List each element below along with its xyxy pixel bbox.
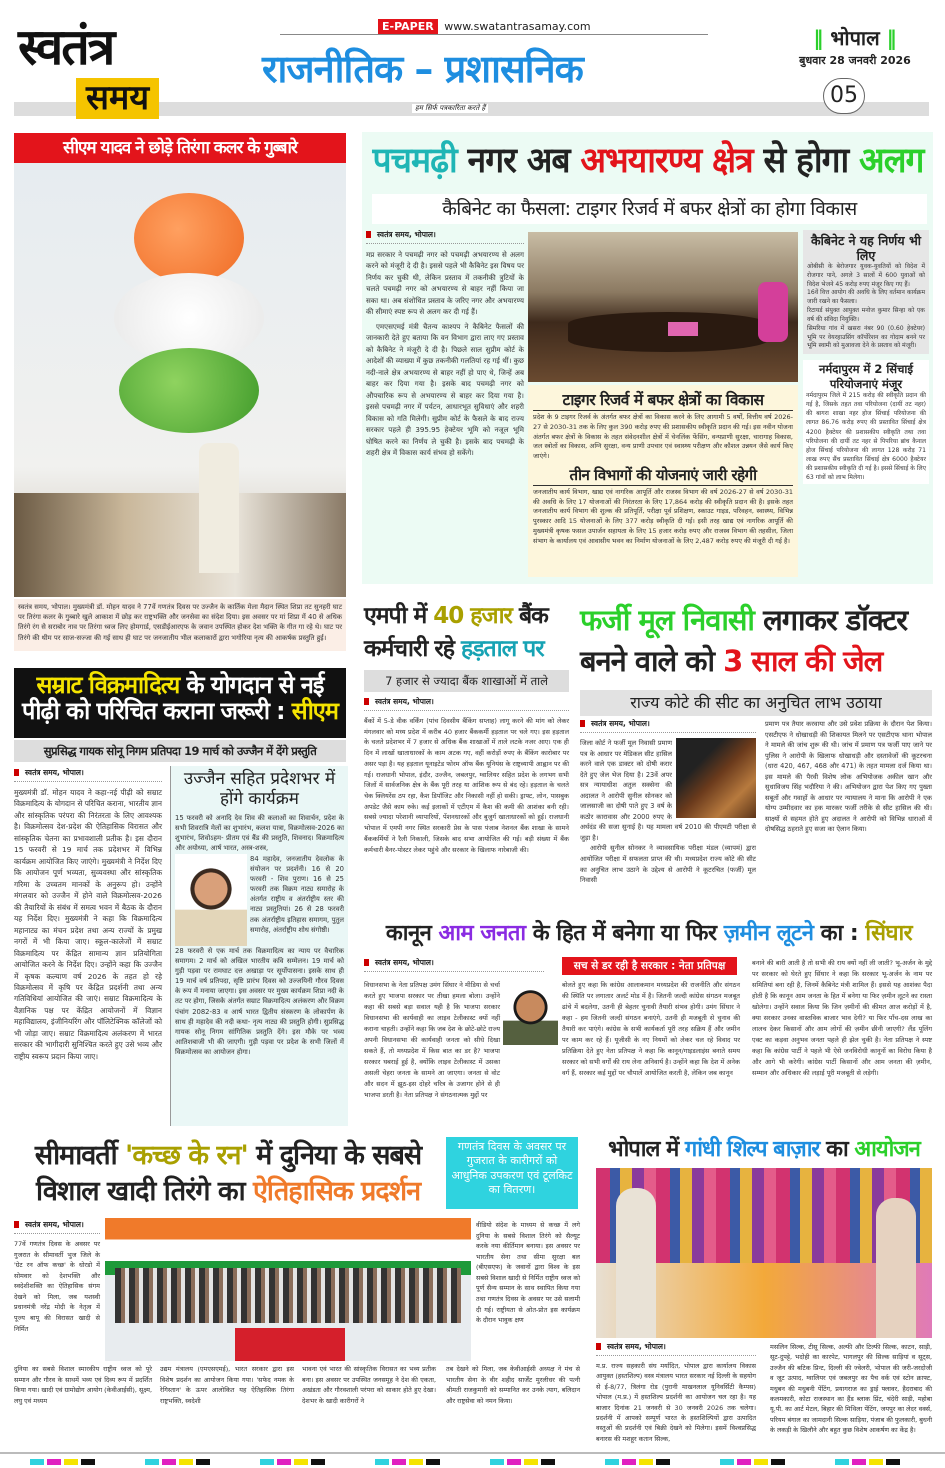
singhar-body-3: बनाने की बारी आती है तो सभी की राय क्यों नहीं ली जाती? भू-अर्जन के मुद्दे पर सरकार को घेरते हुए सिंघार ने कहा कि सरकार भू-अर्जन के नाम पर समितियां बना रही है, जिनमें कैबिनेट मंत्री शामिल हैं। इससे यह आशंका पैदा होती है कि कानून आम जनता के हित में बनेगा या फिर ज़मीन लूटने का रास्ता खोलेगा। उन्होंने सवाल किया कि जिन ज़मीनों की कीमत आज करोड़ों में है, क्या सरकार उनका वास्तविक बाजार भाव देगी? या फिर पाँच-दस लाख का लालच देकर किसानों और आम लोगों की ज़मीन छीनी जाएगी? लैंड पूलिंग एक्ट का कड़वा अनुभव जनता पहले ही झेल चुकी है। नेता प्रतिपक्ष ने स्पष्ट कहा कि कांग्रेस पार्टी ने पहले भी ऐसे जनविरोधी कानूनों का विरोध किया है और आगे भी करेगी। कांग्रेस पार्टी किसानों और आम जनता की ज़मीन, सम्मान और अधिकार की लड़ाई पूरी मजबूती से लड़ेगी। [752,959,932,1078]
gandhi-body-1: म.प्र. राज्य सहकारी संघ मर्यादित, भोपाल द्वारा कार्यालय विकास आयुक्त (हस्तशिल्प) वस्त्र मंत्रालय भारत सरकार नई दिल्ली के सहयोग से ई-8/77, त्रिलंगा रोड (पुरानी माखनलाल यूनिवर्सिटी कैम्पस) भोपाल (म.प्र.) में हस्तशिल्प प्रदर्शनी का आयोजन चल रहा है। यह बाजार दिनांक 21 जनवरी से 30 जनवरी 2026 तक चलेगा। प्रदर्शनी में आपको सम्पूर्ण भारत के हस्तशिल्पियों द्वारा उत्पादित वस्तुओं की प्रदर्शनी एवं बिक्री देखने को मिलेगा। इसमें विश्वप्रसिद्ध बनारस की मशहूर कतान सिल्क, [596,1362,756,1443]
section-title: राजनीतिक – प्रशासनिक [262,47,583,91]
dateline: ‖ भोपाल ‖ बुधवार 28 जनवरी 2026 [790,24,920,68]
pachmarhi-headline-text: पचमढ़ी नगर अब अभयारण्य क्षेत्र से होगा अलग [372,141,924,181]
narmada-title: नर्मदापुरम में 2 सिंचाई परियोजनाएं मंजूर [818,362,914,391]
singhar-photo [503,980,558,1045]
vikram-headline-text: सम्राट विक्रमादित्य के योगदान से नई पीढ़ी को परिचित कराना जरूरी : सीएम [22,671,338,726]
khadi-body-c2: उद्यम मंत्रालय (एमएसएमई), भारत सरकार द्वारा इस विशेष प्रदर्शन का आयोजन किया गया। 'सफेद नमक के रेगिस्तान' के ऊपर आलोकित यह ऐतिहासिक तिरंगा राष्ट्रभक्ति, स्वदेशी [160,1365,294,1405]
byline: स्वतंत्र समय, भोपाल। [14,768,162,782]
date: बुधवार 28 जनवरी 2026 [799,54,911,67]
registration-swatch [852,1459,866,1465]
doctor-body-2: आरोपी सुनील सोनकर ने व्यावसायिक परीक्षा मंडल (व्यापमं) द्वारा आयोजित परीक्षा में सफलता प्राप्त की थी। मध्यप्रदेश राज्य कोटे की सीट का अनुचित लाभ उठाने के उद्देश्य से आरोपी ने कूटरचित (फर्जी) मूल निवासी [580,844,756,885]
vikram-body: मुख्यमंत्री डॉ. मोहन यादव ने कहा-नई पीढ़ी को सम्राट विक्रमादित्य के योगदान से परिचित कराना, भारतीय ज्ञान और सांस्कृतिक परंपरा की निरंतरता के लिए आवश्यक है। विक्रमोत्सव देश-प्रदेश की ऐतिहासिक विरासत और सांस्कृतिक चेतना का प्रभावशाली प्रतीक है। इस दौरान 15 फरवरी से 19 मार्च तक प्रदेशभर में विभिन्न कार्यक्रम आयोजित किए जाएंगे। मुख्यमंत्री ने निर्देश दिए कि आयोजन पूर्ण भव्यता, सुव्यवस्था और सांस्कृतिक गरिमा के उच्चतम मानकों के अनुरूप हो। उन्होंने मंगलवार को उज्जैन में होने वाले विक्रमोत्सव-2026 की तैयारियों के संबंध में समत्व भवन में बैठक के दौरान यह निर्देश दिए। मुख्यमंत्री ने कहा कि विक्रमादित्य महानाट्य का मंचन प्रदेश तथा अन्य राज्यों के प्रमुख नगरों में भी किया जाए। स्कूल-कालेजों में सम्राट विक्रमादित्य पर केंद्रित सामान्य ज्ञान प्रतियोगिता आयोजित करने के निर्देश दिए। उन्होंने कहा कि उज्जैन में कृषक कल्याण वर्ष 2026 के तहत हो रहे विक्रमोत्सव में कृषि पर केंद्रित प्रदर्शनी तथा अन्य गतिविधियां आयोजित की जाएं। सम्राट विक्रमादित्य के वैज्ञानिक पक्ष पर केंद्रित आयोजनों में विज्ञान महाविद्यालय, इंजीनियरिंग और पॉलिटेक्निक कॉलेजों को भी जोड़ा जाए। सम्राट विक्रमादित्य अलंकरण में भारत सरकार की भागीदारी सुनिश्चित करते हुए उसे भव्य और राष्ट्रीय स्वरूप प्रदान किया जाए। [14,788,162,1061]
doctor-subhead: राज्य कोटे की सीट का अनुचित लाभ उठाया [580,690,932,716]
vikram-subhead: सुप्रसिद्ध गायक सोनू निगम प्रतिपदा 19 मार्च को उज्जैन में देंगे प्रस्तुति [14,740,346,762]
pachmarhi-right-column [803,230,929,484]
khadi-body-right: वीडियो संदेश के माध्यम से कच्छ में लगे दुनिया के सबसे विशाल तिरंगे को सैल्यूट करके नया कीर्तिमान बनाया। इस अवसर पर भारतीय सेना तथा सीमा सुरक्षा बल (बीएसएफ) के जवानों द्वारा विश्व के इस सबसे विशाल खादी से निर्मित राष्ट्रीय ध्वज को पूर्ण सैन्य सम्मान के साथ स्थापित किया गया तथा गणतंत्र दिवस के अवसर पर उसे सलामी दी गई। राष्ट्रीयता से ओत-प्रोत इस कार्यक्रम के दौरान भावुक क्षण [476,1221,580,1325]
registration-swatch [737,1459,751,1465]
sidebar-item: ओबीसी के बेरोजगार युवक-युवतियों को विदेश में रोजगार पाने, अगले 3 सालों में 600 युवाओं को विदेश भेजने 45 करोड़ रुपए मंजूर किए गए हैं। [807,263,925,288]
singhar-body-1: विधानसभा के नेता प्रतिपक्ष उमंग सिंघार ने मीडिया से चर्चा करते हुए भाजपा सरकार पर तीखा हमला बोला। उन्होंने कहा की सबसे बड़ा सवाल यही है कि भाजपा सरकार विधानसभा की कार्यवाही का लाइव टेलीकास्ट क्यों नहीं कराना चाहती। उन्होंने कहा कि जब देश के छोटे-छोटे राज्य अपनी विधानसभा की कार्यवाही जनता को सीधे दिखा सकते हैं, तो मध्यप्रदेश में किस बात का डर है? भाजपा सरकार घबराई हुई है, क्योंकि लाइव टेलीकास्ट में उसका असली चेहरा जनता के सामने आ जाएगा। जनता से वोट और सदन में झूठ-इस दोहरे चरित्र के उजागर होने से ही भाजपा डरती है। नेता प्रतिपक्ष ने संगठनात्मक मुद्दों पर [364,981,500,1100]
cabinet-sidebar [803,230,929,354]
registration-swatch [260,1459,274,1465]
singhar-headline-text: कानून आम जनता के हित में बनेगा या फिर ज़मीन लूटने का : सिंघार [385,921,913,946]
epaper-badge: E-PAPER [378,19,438,34]
registration-swatch [524,1459,538,1465]
registration-swatch [294,1459,308,1465]
cm-portrait [175,854,247,946]
doctor-headline [580,600,932,681]
registration-swatch [162,1459,176,1465]
registration-swatch [886,1459,900,1465]
registration-swatch [639,1459,653,1465]
khadi-flag-photo [105,1218,471,1361]
gandhi-bazar-photo [596,1168,932,1338]
byline: स्वतंत्र समय, भोपाल। [364,697,569,711]
sidebar-item: रिटायर्ड संयुक्त आयुक्त मनोज कुमार सिन्हा को एक वर्ष की संविदा नियुक्ति। [807,307,925,323]
registration-swatch [47,1459,61,1465]
registration-swatch [392,1459,406,1465]
registration-swatch [426,1459,440,1465]
singhar-headline [366,922,932,946]
registration-swatch [869,1459,883,1465]
registration-swatch [277,1459,291,1465]
balloons-headline: सीएम यादव ने छोड़े तिरंगा कलर के गुब्बारे [14,133,346,163]
khadi-headline-text: सीमावर्ती 'कच्छ के रन' में दुनिया के सबसे विशाल खादी तिरंगे का ऐतिहासिक प्रदर्शन [34,1140,422,1208]
singhar-tag: सच से डर रही है सरकार : नेता प्रतिपक्ष [562,957,737,975]
registration-swatch [375,1459,389,1465]
registration-swatch [771,1459,785,1465]
registration-swatch [409,1459,423,1465]
vikram-headline [14,668,346,738]
tagline: हम सिर्फ पत्रकारिता करते हैं [412,104,488,113]
singhar-body-2: बोलते हुए कहा कि कांग्रेस आलाकमान मध्यप्रदेश की राजनीति और संगठन की स्थिति पर लगातार अलर्ट मोड में है। जितनी जल्दी कांग्रेस संगठन मजबूत ढांचे में बदलेगा, उतनी ही बेहतर चुनावी तैयारी संभव होगी। उमंग सिंघार ने कहा - हम जितनी जल्दी संगठन बनाएंगे, उतनी ही मजबूती से चुनाव की तैयारी कर पाएंगे। कांग्रेस के सभी कार्यकर्ता पूरी तरह सक्रिय हैं और जमीन पर काम कर रहे हैं। यूजीसी के नए नियमों को लेकर चल रहे विवाद पर प्रतिक्रिया देते हुए नेता प्रतिपक्ष ने कहा कि कानून/गाइडलाइंस बनाते समय सरकार को सभी वर्गों की राय लेना अनिवार्य है। उन्होंने कहा कि देश में अनेक वर्ग हैं, सरकार कई मुद्दों पर चौपालें आयोजित करती है, लेकिन जब कानून [562,981,740,1078]
byline: स्वतंत्र समय, भोपाल। [364,958,544,972]
city: भोपाल [830,26,880,50]
pachmarhi-headline [368,142,928,181]
registration-swatch [541,1459,555,1465]
sidebar-title: कैबिनेट ने यह निर्णय भी लिए [811,233,921,263]
khadi-callout: गणतंत्र दिवस के अवसर पर गुजरात के कारीगरों को आधुनिक उपकरण एवं टूलकिट का वितरण। [446,1137,578,1209]
registration-swatch [835,1459,849,1465]
registration-swatch [145,1459,159,1465]
registration-swatch [656,1459,670,1465]
bank-headline-text: एमपी में 40 हजार बैंक कर्मचारी रहे हड़ताल पर [364,603,548,663]
khadi-body-c3: भावना एवं भारत की सांस्कृतिक विरासत का भव्य प्रतीक बना। इस अवसर पर उपस्थित जनसमूह ने देश की एकता, अखंडता और गौरवशाली परंपरा को साकार होते हुए देखा। देशभर के खादी कारीगरों ने [302,1365,436,1405]
bank-headline [364,600,569,667]
khadi-headline [14,1138,442,1211]
registration-swatch [605,1459,619,1465]
page-number: 05 [823,78,865,114]
balloons-caption: स्वतंत्र समय, भोपाल। मुख्यमंत्री डॉ. मोहन यादव ने 77वें गणतंत्र दिवस पर उज्जैन के कार्तिक मेला मैदान स्थित शिप्रा तट सुनहरी घाट पर तिरंगा कलर के गुब्बारे खुले आकाश में छोड़ कर राष्ट्रभक्ति और जनसेवा का संदेश दिया। इस अवसर पर मां शिप्रा में 40 से अधिक तिरंगे रंग से सराबोर नाव पर तिरंगा ध्वज लिए होमगार्ड, एसडीईआरएफ के जवान उपस्थित होकर देश भक्ति के गीत गा रहे थे। घाट पर तिरंगे की थीम पर साज-सज्जा की गई साथ ही घाट पर जनजातीय भील कलाकारों द्वारा भगोरिया नृत्य की आकर्षक प्रस्तुति हुई। [14,599,346,651]
gandhi-headline-text: भोपाल में गांधी शिल्प बाज़ार का आयोजन [608,1137,920,1162]
footer-rule [0,1452,945,1454]
tiger-title: टाइगर रिजर्व में बफर क्षेत्रों का विकास [533,388,793,411]
byline: स्वतंत्र समय, भोपाल। [580,719,756,733]
pachmarhi-body: मप्र सरकार ने पचमढ़ी नगर को पचमढ़ी अभयारण्य से अलग करने को मंजूरी दे दी है। इससे पहले भी कैबिनेट इस विषय पर निर्णय कर चुकी थी, लेकिन प्रस्ताव में तकनीकी त्रुटियों के चलते पचमढ़ी नगर को अभयारण्य से बाहर नहीं किया जा सका था। अब संशोधित प्रस्ताव के जरिए नगर और अभयारण्य की सीमाएं स्पष्ट रूप से अलग कर दी गई हैं। एमएसएमई मंत्री चैतन्य काश्यप ने कैबिनेट फैसलों की जानकारी देते हुए बताया कि वन विभाग द्वारा लाए गए प्रस्ताव को कैबिनेट ने मंजूरी दे दी है। पिछले साल सुप्रीम कोर्ट के आदेशों की व्याख्या में कुछ तकनीकी गलतियां रह गई थीं। कुछ नदी-नाले क्षेत्र अभयारण्य से बाहर नहीं हो पाए थे, जिन्हें अब बाहर कर दिया गया है। इसके बाद पचमढ़ी नगर को औपचारिक रूप से अभयारण्य से बाहर कर दिया गया है। इससे पचमढ़ी नगर में पर्यटन, आधारभूत सुविधाएं और शहरी विकास को गति मिलेगी। सुप्रीम कोर्ट के फैसले के बाद राज्य सरकार पहले ही 395.95 हेक्टेयर भूमि को नजूल भूमि घोषित करने का निर्णय ले चुकी है। इसके बाद पचमढ़ी के शहरी क्षेत्र में विकास कार्य संभव हो सकेंगे। [366,250,524,458]
balloons-photo [14,163,346,597]
dept-title: तीन विभागों की योजनाएं जारी रहेगी [533,465,793,486]
byline: स्वतंत्र समय, भोपाल। [14,1220,100,1234]
narmada-box: नर्मदापुरम में 2 सिंचाई परियोजनाएं मंजूर नर्मदापुरम जिले में 215 करोड़ की स्वीकृति प्रदान की गई है, जिसके तहत तवा परियोजना (दायीं तट नहर) की बागरा शाखा नहर होज सिंचाई परियोजना की लागत 86.76 करोड़ रुपए की प्रस्तावित सिंचाई क्षेत्र 4200 हैक्टेयर की प्रशासकीय स्वीकृति तथा तवा परियोजना की दायीं तट नहर से पिपरिया ब्रांच कैनाल होज सिंचाई परियोजना की लागत 128 करोड़ 71 लाख रुपए सैंच प्रस्तावित सिंचाई क्षेत्र 6000 हैक्टेयर की प्रशासकीय स्वीकृति दी गई है। इससे सिंचाई के लिए 63 गांवों को लाभ मिलेगा। [803,360,929,484]
khadi-body-c4: तब देखने को मिला, जब केवीआईसी अध्यक्ष ने मंच से भारतीय सेना के वीर शहीद सार्जेंट मुरलीधर की पत्नी श्रीमती राजकुमारी को सम्मानित कर उनके त्याग, बलिदान और राष्ट्रसेवा को नमन किया। [446,1365,580,1405]
registration-swatch [507,1459,521,1465]
gavel-photo [676,738,756,818]
ujjain-box: उज्जैन सहित प्रदेशभर में होंगे कार्यक्रम 15 फरवरी को अनादि देव शिव की कलाओं का शिवार्चन, प्रदेश के सभी शिवरात्रि मेलों का शुभारंभ, कलश यात्रा, विक्रमोत्सव-2026 का शुभारंभ, शिवोऽहम- प्रीतम एवं बैंड की प्रस्तुति, शिवनाद। विक्रमादित्य और अयोध्या, आर्ष भारत, अस्त्र-शस्त्र, 84 महादेव, जनजातीय देवलोक के संयोजन पर प्रदर्शनी। 16 से 20 फरवरी - शिव पुराण। 16 से 25 फरवरी तक विक्रम नाट्य समारोह के अंतर्गत राष्ट्रीय व अंतर्राष्ट्रीय स्तर की नाट्य प्रस्तुतियां। 26 से 28 फरवरी तक अंतर्राष्ट्रीय इतिहास समागम, पुतुल समारोह, अंतर्राष्ट्रीय शोध संगोष्ठी। 28 फरवरी से एक मार्च तक विक्रमादित्य का न्याय पर वैचारिक समागम। 2 मार्च को अखिल भारतीय कवि सम्मेलन। 19 मार्च को गुड़ी पड़वा पर रामघाट दत्त अखाड़ा पर सूर्योपासना। इसके साथ ही 19 मार्च वर्ष प्रतिपदा, सृष्टि प्रारंभ दिवस को उज्जयिनी गौरव दिवस के रूप में मनाया जाएगा। इस अवसर पर मुख्य कार्यक्रम शिप्रा नदी के तट पर होगा, जिसके अंतर्गत सम्राट विक्रमादित्य अलंकरण और विक्रम पंचांग 2082-83 व आर्ष भारत द्वितीय संस्करण के लोकार्पण के साथ ही महादेव की नदी कथा- नृत्य नाट्य की प्रस्तुति होगी। सुप्रसिद्ध गायक सोनू निगम सांगितिक प्रस्तुति देंगे। इस मौके पर भव्य आतिशबाजी भी की जाएगी। गुड़ी पड़वा पर प्रदेश के सभी जिलों में विक्रमोत्सव का आयोजन होगा। [170,766,348,1126]
ujjain-title: उज्जैन सहित प्रदेशभर में होंगे कार्यक्रम [183,769,336,810]
cabinet-meeting-photo [528,232,798,382]
bank-body: बैंकों में 5-डे वीक वर्किंग (पांच दिवसीय बैंकिंग सप्ताह) लागू करने की मांग को लेकर मंगलवार को मध्य प्रदेश में करीब 40 हजार बैंककर्मी हड़ताल पर चले गए। इस हड़ताल के चलते प्रदेशभर में 7 हजार से अधिक बैंक शाखाओं में ताले लटके नजर आए। एक ही दिन में लाखों खाताधारकों के काम अटक गए, वहीं करोड़ों रुपए के बैंकिंग कारोबार पर असर पड़ा है। यह हड़ताल यूनाइटेड फोरम ऑफ बैंक यूनियंस के राष्ट्रव्यापी आह्वान पर की गई। राजधानी भोपाल, इंदौर, उज्जैन, जबलपुर, ग्वालियर सहित प्रदेश के लगभग सभी जिलों में सार्वजनिक क्षेत्र के बैंक पूरी तरह या आंशिक रूप से बंद रहे। हड़ताल के चलते चेक क्लियरेंस ठप रहा, कैश डिपॉजिट और निकासी नहीं हो सकी। ड्राफ्ट, लोन, पासबुक अपडेट जैसे काम रुके। कई इलाकों में एटीएम में कैश की कमी की आशंका बनी रही। सबसे ज्यादा परेशानी व्यापारियों, पेंशनधारकों और बुजुर्ग खाताधारकों को हुई। राजधानी भोपाल में एमपी नगर स्थित सरकारी प्रेस के पास पंजाब नेशनल बैंक शाखा के सामने बैंककर्मियों ने रैली निकाली, जिसके बाद सभा आयोजित की गई। बड़ी संख्या में बैंक कर्मचारी बैनर-पोस्टर लेकर पहुंचे और सरकार के खिलाफ नारेबाजी की। [364,717,569,854]
registration-swatch [490,1459,504,1465]
registration-swatch [179,1459,193,1465]
registration-swatch [754,1459,768,1465]
tiger-box: टाइगर रिजर्व में बफर क्षेत्रों का विकास प्रदेश के 9 टाइगर रिजर्व के अंतर्गत बफर क्षेत्रों का विकास करने के लिए आगामी 5 वर्षों, वित्तीय वर्ष 2026-27 से 2030-31 तक के लिए कुल 390 करोड़ रुपए की प्रशासकीय स्वीकृति प्रदान की गई। इस नवीन योजना अंतर्गत बफर क्षेत्रों के विकास के तहत संवेदनशील क्षेत्रों में चेनलिंक फेंसिंग, वन्यप्राणी सुरक्षा, चारागाह विकास, जल स्त्रोतों का विकास, अग्नि सुरक्षा, वन्य प्राणी उपचार एवं स्वास्थ्य परीक्षण और कौशल उन्नयन जैसे कार्य किए जाएंगे। तीन विभागों की योजनाएं जारी रहेगी जनजातीय कार्य विभाग, खाद्य एवं नागरिक आपूर्ति और राजस्व विभाग की वर्ष 2026-27 से वर्ष 2030-31 की अवधि के लिए 17 योजनाओं की निरंतरता के लिए 17,864 करोड़ की स्वीकृति प्रदान की है। इसके तहत जनजातीय कार्य विभाग की शुल्क की प्रतिपूर्ति, परीक्षा पूर्व प्रशिक्षण, स्काउट गाइड, परिवहन, स्वास्थ्य, विभिन्न पुरस्कार आदि 15 योजनाओं के लिए 377 करोड़ स्वीकृति दी गई। इसी तरह खाद्य एवं नागरिक आपूर्ति की मुख्यमंत्री कृषक फसल उपार्जन सहायता के लिए 15 हजार करोड़ रुपए और राजस्व विभाग की तहसील, जिला संभाग के कार्यालय एवं आवासीय भवन का निर्माण योजनाओं के लिए 2,487 करोड़ रुपए की मंजूरी दी गई है। [528,385,798,577]
doctor-headline-text: फर्जी मूल निवासी लगाकर डॉक्टर बनने वाले को 3 साल की जेल [580,603,908,678]
registration-swatch [622,1459,636,1465]
registration-swatch [81,1459,95,1465]
khadi-body-left: 77वें गणतंत्र दिवस के अवसर पर गुजरात के सीमावर्ती भुज जिले के 'ग्रेट रन ऑफ कच्छ' के धोरडो में सोमवार को देशभक्ति और स्वदेशीशक्ति का ऐतिहासिक संगम देखने को मिला, जब यशस्वी प्रधानमंत्री नरेंद्र मोदी के नेतृत्व में पूज्य बापू की विरासत खादी से निर्मित [14,1240,100,1333]
gandhi-headline [596,1138,932,1162]
byline: स्वतंत्र समय, भोपाल। [366,230,524,244]
pachmarhi-subhead: कैबिनेट का फैसला: टाइगर रिजर्व में बफर क्षेत्रों का होगा विकास [372,194,927,224]
epaper-line [378,20,591,33]
website-link[interactable]: www.swatantrasamay.com [444,20,591,33]
registration-swatch [311,1459,325,1465]
registration-swatch [720,1459,734,1465]
bank-subhead: 7 हजार से ज्यादा बैंक शाखाओं में ताले [364,670,569,692]
divider [280,34,708,35]
logo: स्वतंत्र समय [18,22,198,120]
doctor-body-1: जिला कोर्ट ने फर्जी मूल निवासी प्रमाण पत्र के आधार पर मेडिकल सीट हासिल करने वाले एक डाक्टर को दोषी करार देते हुए जेल भेज दिया है। 23वें अपर सत्र न्यायाधीश अतुल सक्सेना की अदालत ने आरोपी सुनील सोनकर को जालसाजी का दोषी पाते हुए 3 वर्ष के कठोर कारावास और 2000 रुपए के अर्थदंड की सजा सुनाई है। यह मामला वर्ष 2010 की पीएमटी परीक्षा से जुड़ा है। [580,739,756,842]
doctor-body-col2: प्रमाण पत्र तैयार करवाया और उसे प्रवेश प्रक्रिया के दौरान पेश किया। एसटीएफ ने धोखाधड़ी की शिकायत मिलने पर एसटीएफ थाना भोपाल ने मामले की जांच शुरू की थी। जांच में प्रमाण पत्र फर्जी पाए जाने पर पुलिस ने आरोपी के खिलाफ धोखाधड़ी और दस्तावेजों की कूटरचना (धारा 420, 467, 468 और 471) के तहत मामला दर्ज किया था। इस मामले की पैरवी विशेष लोक अभियोजक अकील खान और सुधाविजय सिंह भदौरिया ने की। अभियोजन द्वारा पेश किए गए पुख्ता सबूतों और गवाहों के आधार पर न्यायालय ने माना कि आरोपी ने एक योग्य उम्मीदवार का हक मारकर फर्जी तरीके से सीट हासिल की थी। साक्ष्यों से सहमत होते हुए अदालत ने आरोपी को विभिन्न धाराओं में दोषसिद्ध ठहराते हुए सजा का ऐलान किया। [765,720,932,834]
khadi-body-c1: दुनिया का सबसे विशाल स्मारकीय राष्ट्रीय ध्वज को पूरे सम्मान और गौरव के साथमें भव्य एवं दिव्य रूप में प्रदर्शित किया गया। खादी एवं ग्रामोद्योग आयोग (केवीआईसी), सूक्ष्म, लघु एवं मध्यम [14,1365,152,1405]
registration-swatch [196,1459,210,1465]
registration-swatch [64,1459,78,1465]
registration-marks [0,1459,945,1467]
sidebar-item: 16वें वित्त आयोग की अवधि के लिए वर्तमान कार्यक्रम जारी रखने का फैसला। [807,289,925,306]
sidebar-item: सिमरिया गांव में खसरा नंबर 90 (0.60 हेक्टेयर) भूमि पर वेयरहाउसिंग कॉर्पोरेशन का गोदाम बनने पर भूमि स्वामी को मुआवजा देने के प्रस्ताव को मंजूरी। [807,324,925,350]
byline: स्वतंत्र समय, भोपाल। [596,1342,756,1356]
gandhi-body-2: मसलिन सिल्क, टीसू सिल्क, अल्फी और टिल्फी सिल्क, काटन, साड़ी, सूट-दुपट्टे, भदोही का कारपेट, भागलपुर की सिल्क साड़ियां व सूट्स, उज्जैन की बटिक प्रिन्ट, दिल्ली की ज्वेलरी, भोपाल की जरी-जरदोजी व जूट उत्पाद, ग्वालियर एवं जबलपुर का पैच वर्क एवं स्टोन क्राफ्ट, मधुबन की मधुबनी पेंटिंग, प्रयागराज का ड्राई फ्लावर, हैदराबाद की कलमकारी, कोटा राजस्थान का हैंड ब्लाक प्रिंट, चंदेरी साड़ी, महोबा यू.पी. का आर्ट मेटल, बिहार की मिथिला पेंटिंग, जयपुर का लेदर वर्क्स, परियम बंगाल का जामदानी सिल्क साड़िया, पंजाब की फुलकारी, बुधनी के लकड़ी के खिलौने और बहुत कुछ विशेष आकर्षण का केंद्र है। [770,1343,932,1434]
registration-swatch [30,1459,44,1465]
